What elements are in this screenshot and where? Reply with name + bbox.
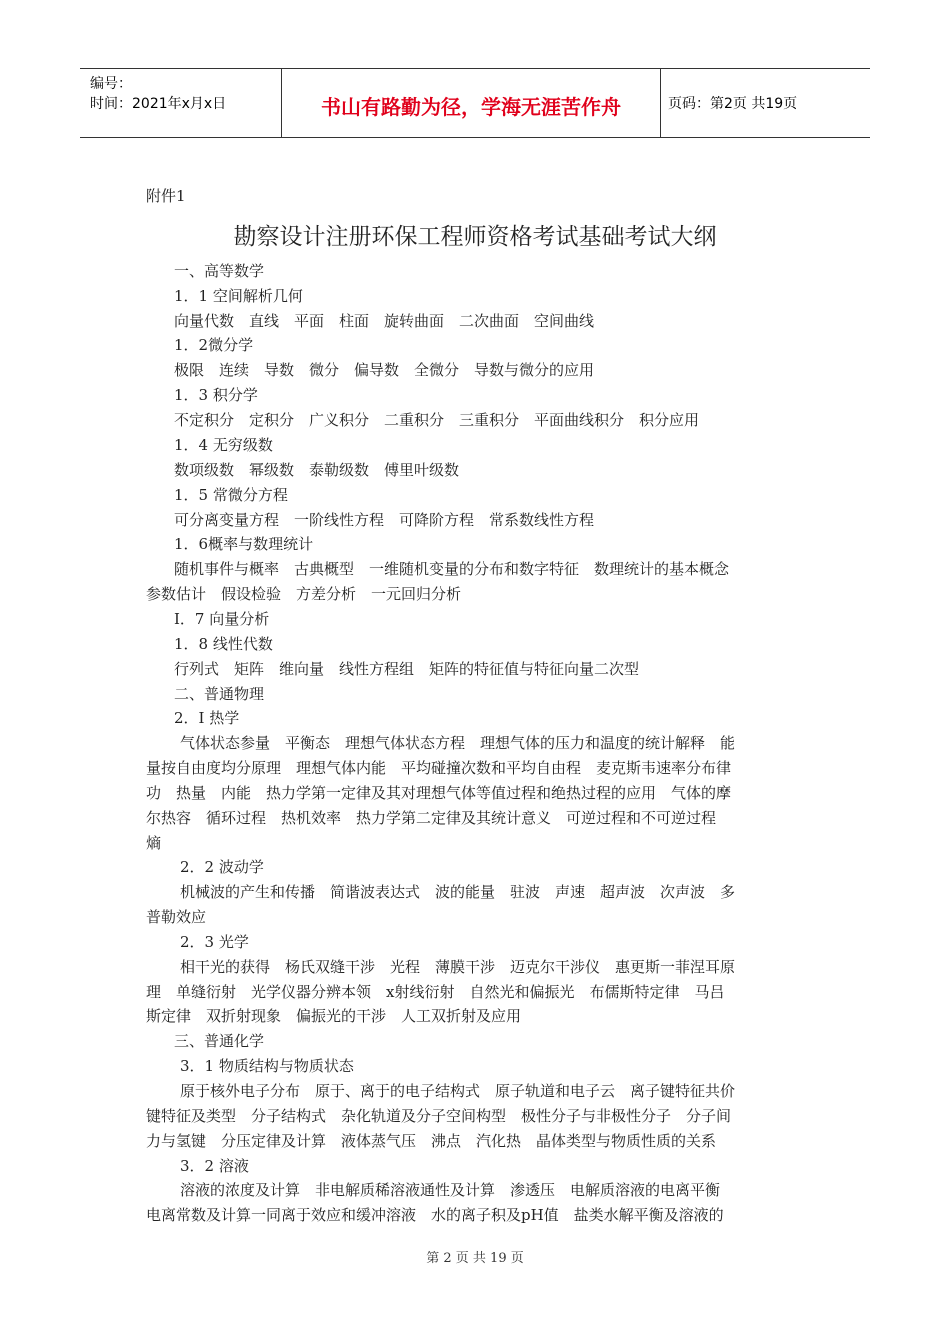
body-line: 2．I 热学 bbox=[174, 709, 240, 727]
body-line: 二、普通物理 bbox=[174, 685, 265, 703]
body-line: 2．2 波动学 bbox=[180, 858, 264, 876]
body-line: 1．8 线性代数 bbox=[174, 635, 273, 653]
body-line: 尔热容 循环过程 热机效率 热力学第二定律及其统计意义 可逆过程和不可逆过程 bbox=[146, 809, 717, 827]
body-line: 电离常数及计算一同离于效应和缓冲溶液 水的离子积及pH值 盐类水解平衡及溶液的 bbox=[146, 1206, 724, 1224]
body-line: 机械波的产生和传播 简谐波表达式 波的能量 驻波 声速 超声波 次声波 多 bbox=[180, 883, 736, 901]
body-line: 1．1 空间解析几何 bbox=[174, 287, 303, 305]
body-line: 极限 连续 导数 微分 偏导数 全微分 导数与微分的应用 bbox=[174, 361, 595, 379]
header-center-cell bbox=[281, 69, 661, 137]
body-line: 熵 bbox=[146, 834, 162, 852]
body-line: 不定积分 定积分 广义积分 二重积分 三重积分 平面曲线积分 积分应用 bbox=[174, 411, 700, 429]
body-line: 1．6概率与数理统计 bbox=[174, 535, 314, 553]
body-line: 数项级数 幂级数 泰勒级数 傅里叶级数 bbox=[174, 461, 460, 479]
document-title: 勘察设计注册环保工程师资格考试基础考试大纲 bbox=[233, 224, 717, 250]
body-line: 一、高等数学 bbox=[174, 262, 265, 280]
body-line: 向量代数 直线 平面 柱面 旋转曲面 二次曲面 空间曲线 bbox=[174, 312, 595, 330]
body-line: 斯定律 双折射现象 偏振光的干涉 人工双折射及应用 bbox=[146, 1007, 522, 1025]
body-line: 量按自由度均分原理 理想气体内能 平均碰撞次数和平均自由程 麦克斯韦速率分布律 bbox=[146, 759, 732, 777]
body-line: 参数估计 假设检验 方差分析 一元回归分析 bbox=[146, 585, 462, 603]
body-line: 1．5 常微分方程 bbox=[174, 486, 288, 504]
body-line: 原于核外电子分布 原于、离于的电子结构式 原子轨道和电子云 离子键特征共价 bbox=[180, 1082, 736, 1100]
body-line: 键特征及类型 分子结构式 杂化轨道及分子空间构型 极性分子与非极性分子 分子间 bbox=[146, 1107, 732, 1125]
body-line: 1．3 积分学 bbox=[174, 386, 258, 404]
body-line: 可分离变量方程 一阶线性方程 可降阶方程 常系数线性方程 bbox=[174, 511, 595, 529]
body-line: 功 热量 内能 热力学第一定律及其对理想气体等值过程和绝热过程的应用 气体的摩 bbox=[146, 784, 732, 802]
body-line: 相干光的获得 杨氏双缝干涉 光程 薄膜干涉 迈克尔干涉仪 惠更斯一菲涅耳原 bbox=[180, 958, 736, 976]
page-info: 页码：第2页 共19页 bbox=[668, 96, 798, 112]
body-line: 行列式 矩阵 维向量 线性方程组 矩阵的特征值与特征向量二次型 bbox=[174, 660, 640, 678]
attachment-label: 附件1 bbox=[146, 187, 186, 205]
body-line: 理 单缝衍射 光学仪器分辨本领 x射线衍射 自然光和偏振光 布儒斯特定律 马吕 bbox=[146, 983, 725, 1001]
header-right-cell bbox=[660, 69, 870, 137]
body-line: 力与氢键 分压定律及计算 液体蒸气压 沸点 汽化热 晶体类型与物质性质的关系 bbox=[146, 1132, 717, 1150]
body-line: 1．4 无穷级数 bbox=[174, 436, 273, 454]
body-line: 溶液的浓度及计算 非电解质稀溶液通性及计算 渗透压 电解质溶液的电离平衡 bbox=[180, 1181, 721, 1199]
header-left-cell bbox=[80, 69, 280, 137]
body-line: 普勒效应 bbox=[146, 908, 207, 926]
body-line: 气体状态参量 平衡态 理想气体状态方程 理想气体的压力和温度的统计解释 能 bbox=[180, 734, 736, 752]
body-line: 3．2 溶液 bbox=[180, 1157, 249, 1175]
body-line: 随机事件与概率 古典概型 一维随机变量的分布和数字特征 数理统计的基本概念 bbox=[174, 560, 730, 578]
number-label: 编号： bbox=[90, 76, 132, 92]
motto: 书山有路勤为径，学海无涯苦作舟 bbox=[321, 95, 621, 119]
body-line: 3．1 物质结构与物质状态 bbox=[180, 1057, 354, 1075]
body-line: 1．2微分学 bbox=[174, 336, 254, 354]
page-footer: 第 2 页 共 19 页 bbox=[426, 1251, 524, 1266]
body-line: 2．3 光学 bbox=[180, 933, 249, 951]
body-line: 三、普通化学 bbox=[174, 1032, 265, 1050]
body-line: I．7 向量分析 bbox=[174, 610, 270, 628]
time-label: 时间：2021年x月x日 bbox=[90, 96, 227, 112]
page-header bbox=[80, 68, 870, 138]
